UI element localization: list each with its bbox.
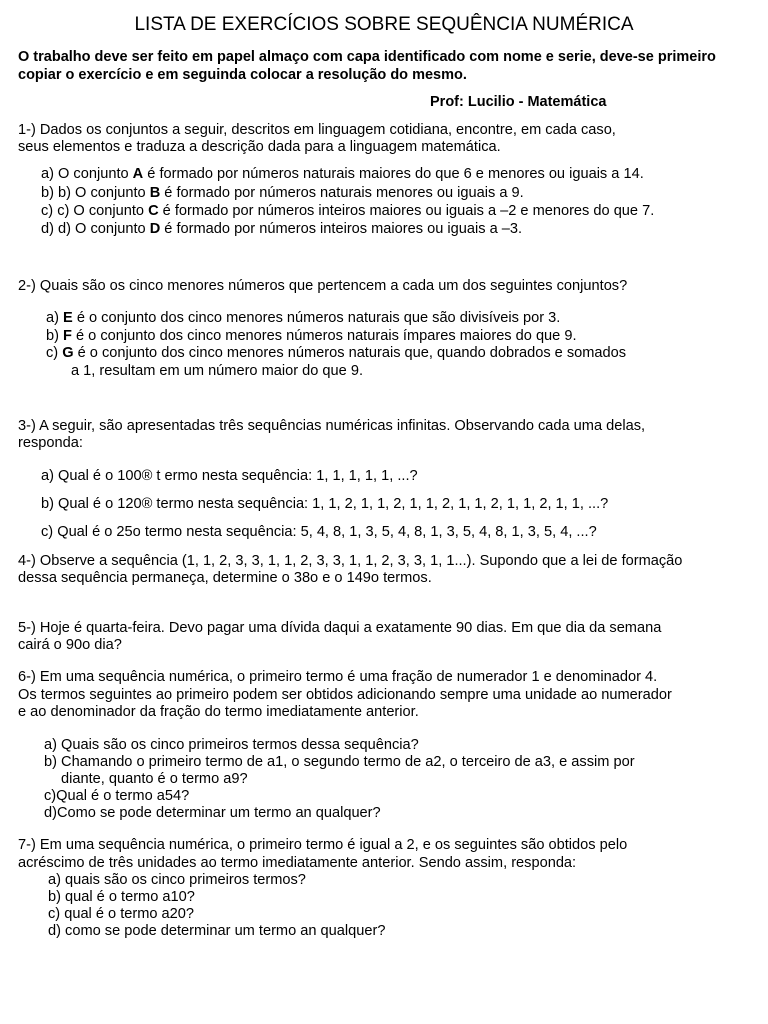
q1-item-a: a) O conjunto A é formado por números naturais maiores do que 6 e menores ou iguais a 14. — [41, 166, 644, 182]
instructions: O trabalho deve ser feito em papel almaço com capa identificado com nome e serie, deve-se primeiro copiar o exercício e em seguinda colocar a resolução do mesmo. — [18, 49, 716, 83]
q1-item-b: b) b) O conjunto B é formado por números naturais menores ou iguais a 9. — [41, 185, 524, 201]
q6-line-3: e ao denominador da fração do termo imediatamente anterior. — [18, 704, 419, 720]
q4-line-1: 4-) Observe a sequência (1, 1, 2, 3, 3, 1, 1, 2, 3, 3, 1, 1, 2, 3, 3, 1, 1...). Supondo que a lei de formação — [18, 553, 683, 569]
set-name: D — [149, 221, 161, 237]
q6-item-b: b) Chamando o primeiro termo de a1, o segundo termo de a2, o terceiro de a3, e assim por — [44, 754, 635, 770]
q6-item-c: c)Qual é o termo a54? — [44, 788, 190, 804]
q1-item-c: c) c) O conjunto C é formado por números inteiros maiores ou iguais a –2 e menores do que 7. — [41, 203, 655, 219]
q7-line-1: 7-) Em uma sequência numérica, o primeiro termo é igual a 2, e os seguintes são obtidos pelo — [18, 837, 628, 853]
q2-stem: 2-) Quais são os cinco menores números que pertencem a cada um dos seguintes conjuntos? — [18, 278, 628, 294]
document-title: LISTA DE EXERCÍCIOS SOBRE SEQUÊNCIA NUMÉRICA — [134, 14, 634, 35]
q2-item-c-continuation: a 1, resultam em um número maior do que 9. — [71, 363, 364, 379]
q7-item-c: c) qual é o termo a20? — [48, 906, 195, 922]
q7-item-a: a) quais são os cinco primeiros termos? — [48, 872, 306, 888]
q2-item-c: c) G é o conjunto dos cinco menores números naturais que, quando dobrados e somados — [46, 345, 627, 361]
q1-item-d: d) d) O conjunto D é formado por números inteiros maiores ou iguais a –3. — [41, 221, 523, 237]
q7-item-d: d) como se pode determinar um termo an qualquer? — [48, 923, 386, 939]
q6-item-d: d)Como se pode determinar um termo an qualquer? — [44, 805, 381, 821]
q6-item-a: a) Quais são os cinco primeiros termos dessa sequência? — [44, 737, 419, 753]
q5-line-1: 5-) Hoje é quarta-feira. Devo pagar uma dívida daqui a exatamente 90 dias. Em que dia da semana — [18, 620, 662, 636]
set-name: G — [62, 345, 74, 361]
q3-item-a: a) Qual é o 100® t ermo nesta sequência: 1, 1, 1, 1, 1, ...? — [41, 468, 418, 484]
set-name: C — [148, 203, 159, 219]
teacher-name: Prof: Lucilio - Matemática — [430, 94, 607, 110]
q7-item-b: b) qual é o termo a10? — [48, 889, 195, 905]
q5-line-2: cairá o 90o dia? — [18, 637, 122, 653]
set-name: F — [63, 328, 72, 344]
set-name: B — [149, 185, 161, 201]
q4-line-2: dessa sequência permaneça, determine o 38o e o 149o termos. — [18, 570, 432, 586]
set-name: A — [132, 166, 144, 182]
q3-item-b: b) Qual é o 120® termo nesta sequência: 1, 1, 2, 1, 1, 2, 1, 1, 2, 1, 1, 2, 1, 1, 2, 1, 1, ...? — [41, 496, 609, 512]
q7-line-2: acréscimo de três unidades ao termo imediatamente anterior. Sendo assim, responda: — [18, 855, 577, 871]
q6-line-1: 6-) Em uma sequência numérica, o primeiro termo é uma fração de numerador 1 e denominador 4. — [18, 669, 658, 685]
q1-stem-line-1: 1-) Dados os conjuntos a seguir, descritos em linguagem cotidiana, encontre, em cada caso, — [18, 122, 616, 138]
q3-stem-line-2: responda: — [18, 435, 83, 451]
q6-item-b-continuation: diante, quanto é o termo a9? — [61, 771, 248, 787]
set-name: E — [63, 310, 73, 326]
q2-item-a: a) E é o conjunto dos cinco menores números naturais que são divisíveis por 3. — [46, 310, 561, 326]
q3-item-c: c) Qual é o 25o termo nesta sequência: 5, 4, 8, 1, 3, 5, 4, 8, 1, 3, 5, 4, 8, 1, 3, 5, 4, ...? — [41, 524, 597, 540]
q6-line-2: Os termos seguintes ao primeiro podem ser obtidos adicionando sempre uma unidade ao numerador — [18, 687, 672, 703]
q3-stem-line-1: 3-) A seguir, são apresentadas três sequências numéricas infinitas. Observando cada uma delas, — [18, 418, 646, 434]
q2-item-b: b) F é o conjunto dos cinco menores números naturais ímpares maiores do que 9. — [46, 328, 577, 344]
q1-stem-line-2: seus elementos e traduza a descrição dada para a linguagem matemática. — [18, 139, 501, 155]
